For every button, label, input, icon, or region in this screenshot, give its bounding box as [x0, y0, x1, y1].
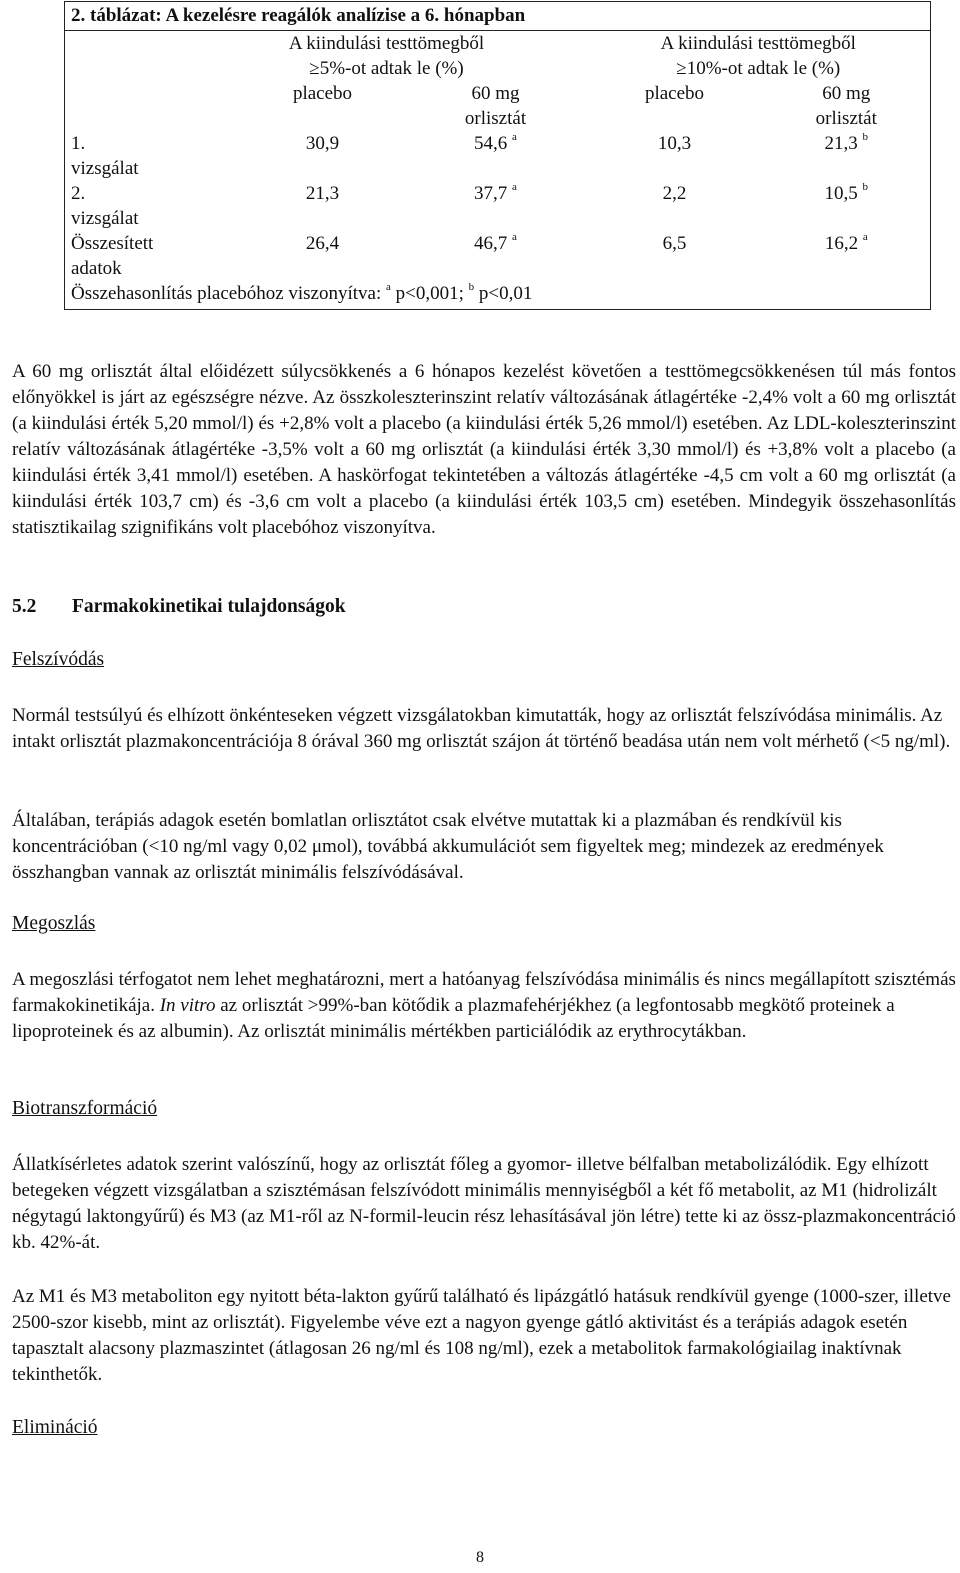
results-paragraph: A 60 mg orlisztát által előidézett súlycsökkenés a 6 hónapos kezelést követően a testtömegcsökkenésen túl más fontos előnyökkel is járt az egészségre nézve. Az összkoleszterinszint relatív változásának átlagértéke -2,4% volt a 60 mg orlisztát (a kiindulási érték 5,20 mmol/l) és +2,8% volt a placebo (a kiindulási érték 5,26 mmol/l) esetében. Az LDL-koleszterinszint relatív változásának átlagértéke -3,5% volt a 60 mg orlisztát (a kiindulási érték 3,30 mmol/l) és +3,8% volt a placebo (a kiindulási érték 3,41 mmol/l) esetében. A haskörfogat tekintetében a változás átlagértéke -4,5 cm volt a 60 mg orlisztát (a kiindulási érték 103,7 cm) és -3,6 cm volt a placebo (a kiindulási érték 103,5 cm) esetében. Mindegyik összehasonlítás statisztikailag szignifikáns volt placebóhoz viszonyítva.	[12, 361, 956, 538]
group-header-5pct-line2: ≥5%-ot adtak le (%)	[309, 58, 464, 79]
table-cell: 6,5	[662, 233, 687, 254]
col-header-orlistat-1-line2: orlisztát	[464, 108, 527, 129]
group-header-10pct	[587, 31, 931, 82]
page-number: 8	[476, 1549, 484, 1566]
table-cell: 16,2 $^a$	[763, 231, 931, 281]
absorption-heading: Felszívódás	[12, 649, 105, 670]
absorption-paragraph-1: Normál testsúlyú és elhízott önkénteseken végzett vizsgálatokban kimutatták, hogy az orlisztát felszívódása minimális. Az intakt orlisztát plazmakoncentrációja 8 órával 360 mg orlisztát szájon át történő beadása után nem volt mérhető (<5 ng/ml).	[12, 705, 951, 752]
table-cell: 10,3	[657, 133, 692, 154]
table-cell: 26,4	[305, 233, 340, 254]
elimination-heading: Elimináció	[12, 1417, 98, 1438]
group-header-10pct-line2: ≥10%-ot adtak le (%)	[676, 58, 841, 79]
responder-analysis-table	[64, 1, 931, 310]
col-header-orlistat-2-line2: orlisztát	[815, 108, 877, 129]
col-header-placebo-1: placebo	[292, 83, 353, 104]
col-header-orlistat-1-line1: 60 mg	[471, 83, 520, 104]
table-cell: 21,3	[305, 183, 340, 204]
table-cell: 10,5 $^b$	[763, 181, 931, 231]
col-header-orlistat-2	[763, 81, 931, 131]
col-header-placebo-2: placebo	[644, 83, 705, 104]
group-header-5pct-line1: A kiindulási testtömegből	[288, 33, 485, 54]
section-title: Farmakokinetikai tulajdonságok	[72, 596, 346, 617]
table-cell: 2,2	[662, 183, 687, 204]
col-header-orlistat-1	[405, 81, 587, 131]
col-header-orlistat-2-line1: 60 mg	[822, 83, 871, 104]
table-cell: 37,7 $^a$	[474, 180, 517, 204]
section-number: 5.2	[12, 596, 37, 617]
table-row	[65, 131, 931, 181]
table-caption: 2. táblázat: A kezelésre reagálók analízise a 6. hónapban	[65, 2, 931, 31]
distribution-heading: Megoszlás	[12, 913, 96, 934]
table-cell: 30,9	[305, 133, 340, 154]
table-row	[65, 231, 931, 281]
group-header-5pct	[241, 31, 587, 82]
biotransformation-paragraph-2: Az M1 és M3 metaboliton egy nyitott béta-lakton gyűrű található és lipázgátló hatásuk rendkívül gyenge (1000-szer, illetve 2500-szor kisebb, mint az orlisztát). Figyelembe véve ezt a nagyon gyenge gátló aktivitást és a terápiás adagok esetén tapasztalt alacsony plazmaszintet (átlagosan 26 ng/ml és 108 ng/ml), ezek a metabolitok farmakológiailag inaktívnak tekinthetők.	[12, 1286, 951, 1385]
table-cell: 46,7 $^a$	[474, 230, 517, 254]
section-heading	[12, 596, 346, 618]
distribution-paragraph: A megoszlási térfogatot nem lehet meghatározni, mert a hatóanyag felszívódása minimális és nincs megállapított szisztémás farmakokinetikája. In vitro az orlisztát >99%-ban kötődik a plazmafehérjékhez (a legfontosabb megkötő proteinek a lipoproteinek és az albumin). Az orlisztát minimális mértékben particiálódik az erythrocytákban.	[12, 969, 956, 1042]
table-footnote: Összehasonlítás placebóhoz viszonyítva: $^a$ p<0,001; $^b$ p<0,01	[65, 281, 931, 310]
row-label: 2. vizsgálat	[65, 181, 241, 231]
table-cell: 21,3 $^b$	[763, 131, 931, 181]
table-row	[65, 181, 931, 231]
group-header-10pct-line1: A kiindulási testtömegből	[660, 33, 856, 54]
row-label: Összesített adatok	[65, 231, 241, 281]
biotransformation-heading: Biotranszformáció	[12, 1098, 158, 1119]
table-cell: 54,6 $^a$	[474, 130, 517, 154]
absorption-paragraph-2: Általában, terápiás adagok esetén bomlatlan orlisztátot csak elvétve mutattak ki a plazmában és rendkívül kis koncentrációban (<10 ng/ml vagy 0,02 μmol), továbbá akkumulációt sem figyeltek meg; mindezek az eredmények összhangban vannak az orlisztát minimális felszívódásával.	[12, 810, 884, 883]
row-label: 1. vizsgálat	[65, 131, 241, 181]
biotransformation-paragraph-1: Állatkísérletes adatok szerint valószínű, hogy az orlisztát főleg a gyomor- illetve bélfalban metabolizálódik. Egy elhízott betegeken végzett vizsgálatban a szisztémásan felszívódott minimális mennyiségből a két fő metabolit, az M1 (hidrolizált négytagú laktongyűrű) és M3 (az M1-ről az N-formil-leucin rész lehasításával jön létre) tette ki az össz-plazmakoncentráció kb. 42%-át.	[12, 1154, 956, 1253]
